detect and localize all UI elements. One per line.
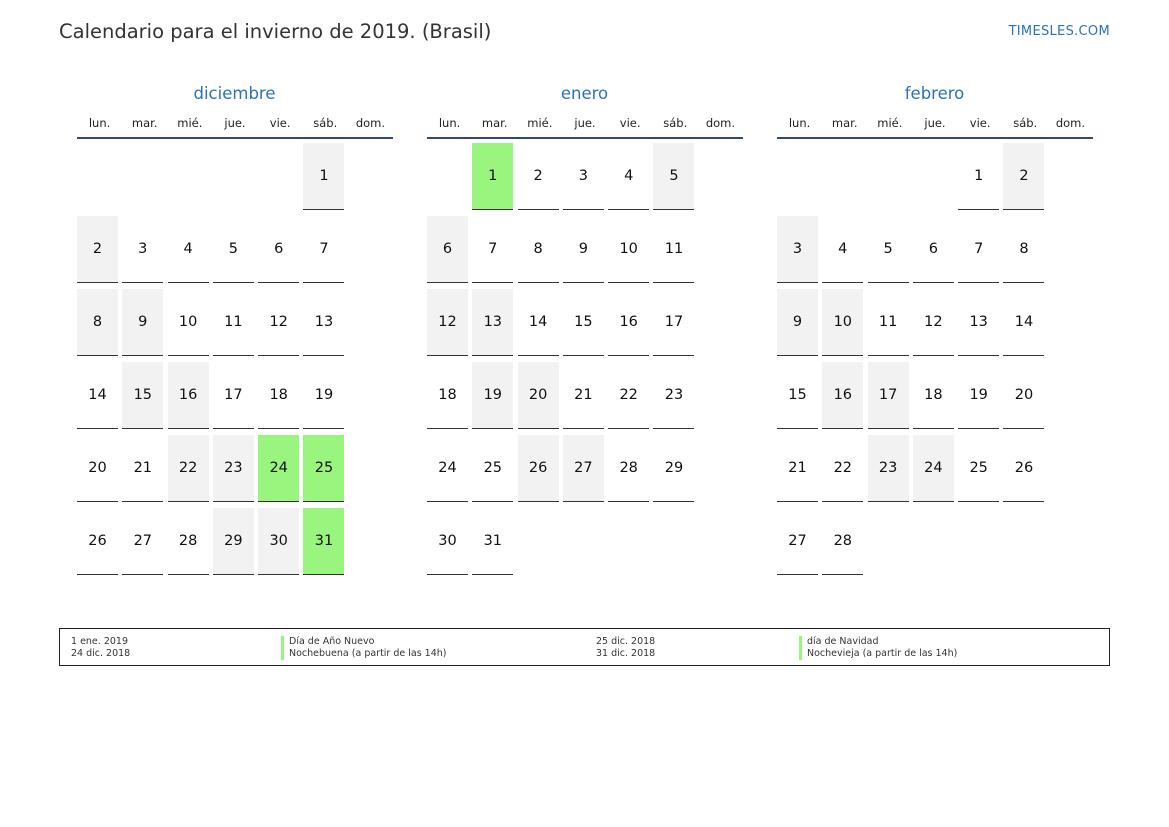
day-cell: 17	[213, 362, 254, 429]
weekday-header	[427, 116, 743, 139]
day-cell: 7	[303, 216, 344, 283]
weekday-label: dom.	[705, 116, 736, 130]
day-cell: 6	[258, 216, 299, 283]
day-cell: 31	[472, 508, 513, 575]
month-calendar-febrero	[777, 82, 1093, 581]
weekday-label: lun.	[438, 116, 461, 130]
month-title: enero	[560, 84, 609, 103]
day-grid	[427, 143, 744, 581]
month-calendar-diciembre	[77, 82, 393, 581]
day-cell: 21	[563, 362, 604, 429]
weekday-label: jue.	[224, 116, 246, 130]
day-cell: 3	[777, 216, 818, 283]
day-cell: 1	[958, 143, 999, 210]
day-cell: 20	[518, 362, 559, 429]
day-cell: 23	[868, 435, 909, 502]
day-cell: 19	[472, 362, 513, 429]
weekday-label: vie.	[269, 116, 291, 130]
day-cell: 27	[122, 508, 163, 575]
weekday-label: lun.	[88, 116, 111, 130]
day-cell: 10	[168, 289, 209, 356]
legend-date: 1 ene. 2019	[71, 636, 128, 647]
day-cell: 16	[608, 289, 649, 356]
day-cell: 11	[213, 289, 254, 356]
holiday-day-cell: 25	[303, 435, 344, 502]
page-title: Calendario para el invierno de 2019. (Brasil)	[59, 20, 492, 43]
day-cell: 11	[868, 289, 909, 356]
day-cell: 12	[427, 289, 468, 356]
legend-holiday-name: Día de Año Nuevo	[289, 636, 375, 647]
day-cell: 22	[168, 435, 209, 502]
day-cell: 24	[427, 435, 468, 502]
day-cell: 14	[77, 362, 118, 429]
empty-cell	[777, 143, 818, 210]
holiday-legend	[59, 628, 1110, 666]
day-cell: 13	[303, 289, 344, 356]
day-cell: 23	[213, 435, 254, 502]
day-cell: 13	[958, 289, 999, 356]
day-cell: 29	[213, 508, 254, 575]
day-cell: 1	[303, 143, 344, 210]
legend-holiday-name: Nochebuena (a partir de las 14h)	[289, 648, 447, 659]
day-cell: 28	[608, 435, 649, 502]
day-cell: 23	[653, 362, 694, 429]
day-cell: 17	[868, 362, 909, 429]
day-cell: 7	[472, 216, 513, 283]
holiday-day-cell: 31	[303, 508, 344, 575]
legend-holiday-name: Nochevieja (a partir de las 14h)	[807, 648, 958, 659]
weekday-label: mar.	[131, 116, 158, 130]
day-cell: 2	[1003, 143, 1044, 210]
day-cell: 26	[518, 435, 559, 502]
day-cell: 4	[608, 143, 649, 210]
holiday-day-cell: 1	[472, 143, 513, 210]
weekday-header	[777, 116, 1093, 139]
day-cell: 19	[303, 362, 344, 429]
weekday-header	[77, 116, 393, 139]
day-cell: 22	[822, 435, 863, 502]
day-cell: 2	[518, 143, 559, 210]
day-cell: 4	[168, 216, 209, 283]
day-cell: 29	[653, 435, 694, 502]
holiday-day-cell: 24	[258, 435, 299, 502]
day-cell: 14	[518, 289, 559, 356]
weekday-label: mié.	[527, 116, 553, 130]
day-cell: 3	[563, 143, 604, 210]
day-grid	[777, 143, 1094, 581]
day-cell: 18	[427, 362, 468, 429]
weekday-label: mar.	[481, 116, 508, 130]
day-cell: 14	[1003, 289, 1044, 356]
day-cell: 15	[563, 289, 604, 356]
day-cell: 21	[777, 435, 818, 502]
day-cell: 3	[122, 216, 163, 283]
brand-link[interactable]: TIMESLES.COM	[1008, 24, 1110, 39]
day-cell: 6	[427, 216, 468, 283]
day-cell: 19	[958, 362, 999, 429]
day-cell: 17	[653, 289, 694, 356]
month-calendar-enero	[427, 82, 743, 581]
weekday-label: mar.	[831, 116, 858, 130]
weekday-label: sáb.	[1013, 116, 1038, 130]
day-cell: 9	[122, 289, 163, 356]
day-cell: 18	[913, 362, 954, 429]
legend-holiday-name: día de Navidad	[807, 636, 879, 647]
day-cell: 12	[913, 289, 954, 356]
weekday-label: vie.	[619, 116, 641, 130]
weekday-label: dom.	[355, 116, 386, 130]
day-cell: 20	[1003, 362, 1044, 429]
empty-cell	[822, 143, 863, 210]
day-cell: 4	[822, 216, 863, 283]
empty-cell	[77, 143, 118, 210]
weekday-label: mié.	[177, 116, 203, 130]
weekday-label: dom.	[1055, 116, 1086, 130]
empty-cell	[122, 143, 163, 210]
weekday-label: mié.	[877, 116, 903, 130]
day-cell: 5	[868, 216, 909, 283]
day-cell: 15	[122, 362, 163, 429]
day-cell: 5	[653, 143, 694, 210]
empty-cell	[868, 143, 909, 210]
day-cell: 15	[777, 362, 818, 429]
legend-date: 31 dic. 2018	[596, 648, 656, 659]
day-cell: 12	[258, 289, 299, 356]
legend-date: 24 dic. 2018	[71, 648, 131, 659]
month-title: febrero	[904, 84, 965, 103]
day-cell: 21	[122, 435, 163, 502]
weekday-label: lun.	[788, 116, 811, 130]
weekday-label: sáb.	[663, 116, 688, 130]
day-cell: 25	[472, 435, 513, 502]
day-cell: 30	[258, 508, 299, 575]
day-cell: 24	[913, 435, 954, 502]
day-grid	[77, 143, 394, 581]
day-cell: 6	[913, 216, 954, 283]
legend-names-left	[281, 636, 447, 660]
day-cell: 10	[608, 216, 649, 283]
weekday-label: sáb.	[313, 116, 338, 130]
day-cell: 22	[608, 362, 649, 429]
day-cell: 18	[258, 362, 299, 429]
empty-cell	[258, 143, 299, 210]
day-cell: 5	[213, 216, 254, 283]
day-cell: 8	[518, 216, 559, 283]
day-cell: 16	[168, 362, 209, 429]
day-cell: 10	[822, 289, 863, 356]
empty-cell	[168, 143, 209, 210]
weekday-label: jue.	[924, 116, 946, 130]
month-title: diciembre	[193, 84, 276, 103]
day-cell: 13	[472, 289, 513, 356]
weekday-label: jue.	[574, 116, 596, 130]
empty-cell	[427, 143, 468, 210]
day-cell: 25	[958, 435, 999, 502]
day-cell: 7	[958, 216, 999, 283]
day-cell: 28	[822, 508, 863, 575]
day-cell: 27	[777, 508, 818, 575]
day-cell: 20	[77, 435, 118, 502]
day-cell: 26	[1003, 435, 1044, 502]
day-cell: 8	[1003, 216, 1044, 283]
day-cell: 27	[563, 435, 604, 502]
day-cell: 30	[427, 508, 468, 575]
day-cell: 16	[822, 362, 863, 429]
day-cell: 8	[77, 289, 118, 356]
day-cell: 9	[563, 216, 604, 283]
day-cell: 28	[168, 508, 209, 575]
legend-dates-left	[71, 636, 130, 660]
legend-dates-right	[596, 636, 655, 660]
empty-cell	[913, 143, 954, 210]
legend-date: 25 dic. 2018	[596, 636, 656, 647]
legend-names-right	[799, 636, 957, 660]
day-cell: 11	[653, 216, 694, 283]
day-cell: 2	[77, 216, 118, 283]
weekday-label: vie.	[969, 116, 991, 130]
day-cell: 26	[77, 508, 118, 575]
empty-cell	[213, 143, 254, 210]
day-cell: 9	[777, 289, 818, 356]
